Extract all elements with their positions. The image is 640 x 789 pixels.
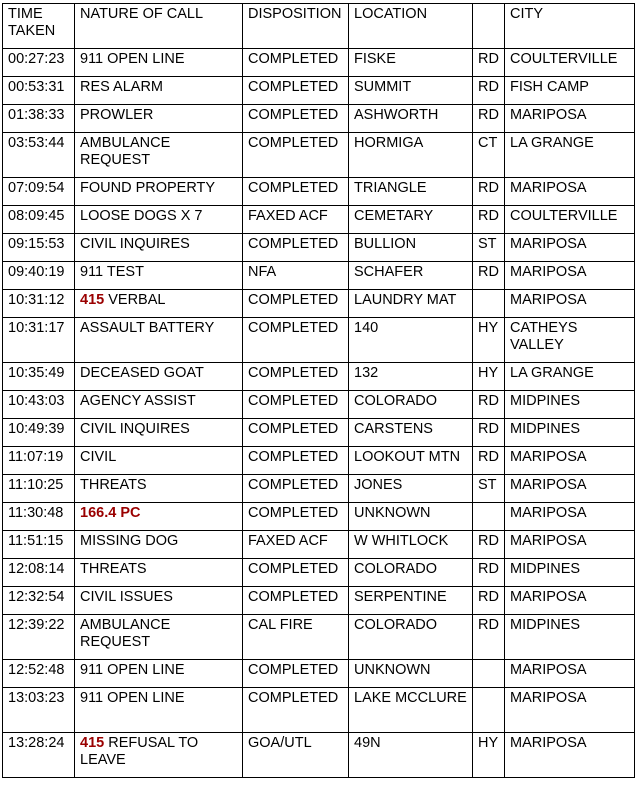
cell-location: SCHAFER (349, 262, 473, 290)
cell-time: 09:15:53 (3, 234, 75, 262)
cell-nature (75, 391, 243, 419)
nature-text: PROWLER (80, 107, 154, 123)
penal-code: 415 (80, 292, 105, 308)
nature-text: 911 OPEN LINE (80, 51, 185, 67)
cell-disposition: COMPLETED (243, 688, 349, 733)
cell-disposition: COMPLETED (243, 391, 349, 419)
cell-time: 10:31:12 (3, 290, 75, 318)
cell-disposition: COMPLETED (243, 49, 349, 77)
nature-text: CIVIL INQUIRES (80, 421, 190, 437)
cell-nature (75, 475, 243, 503)
cell-city: MARIPOSA (505, 290, 635, 318)
cell-street-type: RD (473, 77, 505, 105)
header-time-taken: TIME TAKEN (3, 4, 75, 49)
cell-disposition: COMPLETED (243, 178, 349, 206)
cell-time: 00:53:31 (3, 77, 75, 105)
cell-city: MARIPOSA (505, 262, 635, 290)
call-log-table (2, 3, 635, 778)
cell-time: 12:32:54 (3, 587, 75, 615)
cell-nature (75, 49, 243, 77)
call-log-body (3, 49, 635, 778)
cell-location: COLORADO (349, 559, 473, 587)
cell-city: LA GRANGE (505, 133, 635, 178)
cell-city: LA GRANGE (505, 363, 635, 391)
cell-disposition: FAXED ACF (243, 531, 349, 559)
cell-time: 10:43:03 (3, 391, 75, 419)
cell-nature (75, 363, 243, 391)
cell-nature (75, 105, 243, 133)
table-row (3, 559, 635, 587)
nature-text: THREATS (80, 477, 147, 493)
cell-location: SERPENTINE (349, 587, 473, 615)
cell-disposition: GOA/UTL (243, 733, 349, 778)
cell-location: LAUNDRY MAT (349, 290, 473, 318)
cell-disposition: COMPLETED (243, 447, 349, 475)
table-row (3, 318, 635, 363)
cell-time: 11:30:48 (3, 503, 75, 531)
cell-city: MARIPOSA (505, 587, 635, 615)
cell-street-type: RD (473, 559, 505, 587)
header-disposition: DISPOSITION (243, 4, 349, 49)
nature-text: 911 OPEN LINE (80, 690, 185, 706)
table-row (3, 363, 635, 391)
cell-location: W WHITLOCK (349, 531, 473, 559)
table-row (3, 77, 635, 105)
cell-street-type: RD (473, 419, 505, 447)
cell-disposition: COMPLETED (243, 318, 349, 363)
header-nature-of-call: NATURE OF CALL (75, 4, 243, 49)
nature-text: CIVIL (80, 449, 117, 465)
cell-time: 11:07:19 (3, 447, 75, 475)
cell-nature (75, 290, 243, 318)
nature-text: DECEASED GOAT (80, 365, 204, 381)
cell-street-type: RD (473, 178, 505, 206)
cell-disposition: COMPLETED (243, 503, 349, 531)
cell-disposition: COMPLETED (243, 660, 349, 688)
cell-street-type: ST (473, 234, 505, 262)
table-row (3, 531, 635, 559)
table-row (3, 615, 635, 660)
cell-street-type: RD (473, 587, 505, 615)
cell-location: SUMMIT (349, 77, 473, 105)
cell-time: 12:52:48 (3, 660, 75, 688)
cell-location: HORMIGA (349, 133, 473, 178)
cell-nature (75, 733, 243, 778)
cell-time: 08:09:45 (3, 206, 75, 234)
cell-street-type: HY (473, 318, 505, 363)
header-street-type (473, 4, 505, 49)
nature-text: THREATS (80, 561, 147, 577)
nature-text: FOUND PROPERTY (80, 180, 216, 196)
cell-city: MIDPINES (505, 615, 635, 660)
cell-city: COULTERVILLE (505, 206, 635, 234)
cell-nature (75, 503, 243, 531)
cell-nature (75, 615, 243, 660)
cell-nature (75, 447, 243, 475)
cell-nature (75, 688, 243, 733)
nature-text: CIVIL ISSUES (80, 589, 173, 605)
cell-city: COULTERVILLE (505, 49, 635, 77)
cell-city: CATHEYS VALLEY (505, 318, 635, 363)
cell-nature (75, 234, 243, 262)
cell-time: 07:09:54 (3, 178, 75, 206)
table-row (3, 688, 635, 733)
cell-city: MARIPOSA (505, 105, 635, 133)
cell-disposition: COMPLETED (243, 559, 349, 587)
cell-time: 10:35:49 (3, 363, 75, 391)
nature-text: ASSAULT BATTERY (80, 320, 215, 336)
cell-nature (75, 133, 243, 178)
cell-disposition: COMPLETED (243, 234, 349, 262)
nature-text: VERBAL (104, 292, 166, 308)
cell-nature (75, 587, 243, 615)
cell-disposition: COMPLETED (243, 77, 349, 105)
table-row (3, 234, 635, 262)
cell-street-type: RD (473, 447, 505, 475)
header-city: CITY (505, 4, 635, 49)
table-row (3, 660, 635, 688)
cell-street-type (473, 660, 505, 688)
cell-city: MARIPOSA (505, 447, 635, 475)
cell-nature (75, 531, 243, 559)
nature-text: MISSING DOG (80, 533, 179, 549)
table-row (3, 587, 635, 615)
table-row (3, 503, 635, 531)
nature-text: CIVIL INQUIRES (80, 236, 190, 252)
nature-text: AMBULANCE REQUEST (80, 135, 171, 168)
cell-time: 09:40:19 (3, 262, 75, 290)
cell-nature (75, 559, 243, 587)
cell-time: 13:28:24 (3, 733, 75, 778)
cell-disposition: CAL FIRE (243, 615, 349, 660)
cell-city: MARIPOSA (505, 178, 635, 206)
cell-street-type: RD (473, 391, 505, 419)
cell-time: 10:31:17 (3, 318, 75, 363)
cell-location: CEMETARY (349, 206, 473, 234)
cell-city: MARIPOSA (505, 475, 635, 503)
cell-nature (75, 178, 243, 206)
nature-text: AMBULANCE REQUEST (80, 617, 171, 650)
cell-street-type: HY (473, 363, 505, 391)
cell-street-type: RD (473, 615, 505, 660)
cell-location: CARSTENS (349, 419, 473, 447)
nature-text: LOOSE DOGS X 7 (80, 208, 203, 224)
cell-location: LOOKOUT MTN (349, 447, 473, 475)
cell-location: COLORADO (349, 391, 473, 419)
table-row (3, 262, 635, 290)
cell-disposition: FAXED ACF (243, 206, 349, 234)
cell-location: 49N (349, 733, 473, 778)
cell-time: 11:51:15 (3, 531, 75, 559)
cell-location: UNKNOWN (349, 503, 473, 531)
cell-location: LAKE MCCLURE (349, 688, 473, 733)
nature-text: RES ALARM (80, 79, 163, 95)
cell-city: MARIPOSA (505, 660, 635, 688)
cell-street-type (473, 688, 505, 733)
nature-text: AGENCY ASSIST (80, 393, 196, 409)
cell-city: MIDPINES (505, 391, 635, 419)
table-row (3, 475, 635, 503)
cell-street-type: RD (473, 49, 505, 77)
cell-location: COLORADO (349, 615, 473, 660)
cell-time: 10:49:39 (3, 419, 75, 447)
table-row (3, 133, 635, 178)
penal-code: 166.4 PC (80, 505, 141, 521)
cell-street-type: RD (473, 262, 505, 290)
cell-nature (75, 660, 243, 688)
cell-time: 12:08:14 (3, 559, 75, 587)
cell-street-type (473, 503, 505, 531)
table-row (3, 733, 635, 778)
table-row (3, 206, 635, 234)
cell-disposition: COMPLETED (243, 133, 349, 178)
cell-street-type: HY (473, 733, 505, 778)
nature-text: 911 TEST (80, 264, 144, 280)
cell-location: 132 (349, 363, 473, 391)
cell-disposition: NFA (243, 262, 349, 290)
nature-text: 911 OPEN LINE (80, 662, 185, 678)
cell-street-type: RD (473, 105, 505, 133)
cell-city: MARIPOSA (505, 733, 635, 778)
cell-disposition: COMPLETED (243, 105, 349, 133)
header-row (3, 4, 635, 49)
cell-nature (75, 419, 243, 447)
table-row (3, 105, 635, 133)
cell-location: BULLION (349, 234, 473, 262)
cell-nature (75, 77, 243, 105)
cell-location: ASHWORTH (349, 105, 473, 133)
cell-city: FISH CAMP (505, 77, 635, 105)
cell-location: FISKE (349, 49, 473, 77)
cell-city: MARIPOSA (505, 503, 635, 531)
cell-disposition: COMPLETED (243, 587, 349, 615)
cell-nature (75, 262, 243, 290)
cell-nature (75, 318, 243, 363)
cell-street-type (473, 290, 505, 318)
nature-text: REFUSAL TO LEAVE (80, 735, 199, 768)
cell-city: MIDPINES (505, 559, 635, 587)
cell-location: TRIANGLE (349, 178, 473, 206)
cell-street-type: RD (473, 206, 505, 234)
cell-disposition: COMPLETED (243, 363, 349, 391)
cell-location: UNKNOWN (349, 660, 473, 688)
penal-code: 415 (80, 735, 105, 751)
header-location: LOCATION (349, 4, 473, 49)
cell-time: 01:38:33 (3, 105, 75, 133)
cell-location: 140 (349, 318, 473, 363)
cell-time: 03:53:44 (3, 133, 75, 178)
table-row (3, 178, 635, 206)
cell-nature (75, 206, 243, 234)
cell-street-type: CT (473, 133, 505, 178)
cell-city: MIDPINES (505, 419, 635, 447)
cell-street-type: RD (473, 531, 505, 559)
cell-city: MARIPOSA (505, 688, 635, 733)
cell-disposition: COMPLETED (243, 290, 349, 318)
table-row (3, 49, 635, 77)
table-row (3, 391, 635, 419)
table-row (3, 419, 635, 447)
cell-disposition: COMPLETED (243, 475, 349, 503)
table-row (3, 447, 635, 475)
cell-time: 00:27:23 (3, 49, 75, 77)
cell-time: 13:03:23 (3, 688, 75, 733)
cell-location: JONES (349, 475, 473, 503)
table-row (3, 290, 635, 318)
cell-street-type: ST (473, 475, 505, 503)
cell-city: MARIPOSA (505, 234, 635, 262)
cell-city: MARIPOSA (505, 531, 635, 559)
cell-time: 11:10:25 (3, 475, 75, 503)
cell-time: 12:39:22 (3, 615, 75, 660)
cell-disposition: COMPLETED (243, 419, 349, 447)
